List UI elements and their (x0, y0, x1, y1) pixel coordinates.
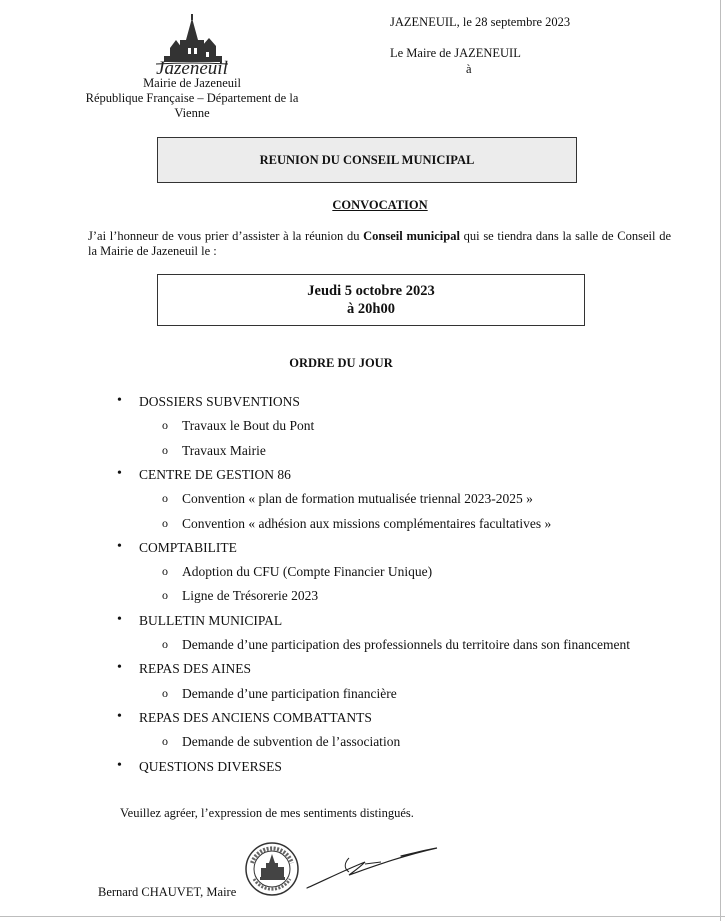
agenda-item: • COMPTABILITE (139, 540, 237, 556)
page-edge-bottom (0, 916, 725, 917)
agenda-item: • REPAS DES AINES (139, 661, 251, 677)
agenda-subitem: o Convention « plan de formation mutualisée triennal 2023-2025 » (182, 491, 533, 507)
agenda-item: • CENTRE DE GESTION 86 (139, 467, 291, 483)
convocation-heading: CONVOCATION (332, 198, 428, 212)
agenda-subitem: o Convention « adhésion aux missions complémentaires facultatives » (182, 516, 551, 532)
page-edge-right (720, 0, 721, 921)
agenda-item: • REPAS DES ANCIENS COMBATTANTS (139, 710, 372, 726)
intro-text-after: qui se tiendra dans la salle de Conseil de la Mairie de Jazeneuil le : (88, 229, 671, 258)
document-title-box (157, 137, 577, 183)
intro-paragraph (88, 229, 671, 259)
agenda-subitem: o Travaux le Bout du Pont (182, 418, 314, 434)
logo-text: Jazeneuil (156, 58, 228, 78)
agenda-subitem: o Demande d’une participation des professionnels du territoire dans son financement (182, 637, 630, 653)
meeting-time: à 20h00 (347, 301, 395, 317)
intro-text-before: J’ai l’honneur de vous prier d’assister à la réunion du (88, 229, 364, 243)
mairie-seal (244, 841, 300, 897)
agenda-subitem: o Demande d’une participation financière (182, 686, 397, 702)
mairie-address (70, 76, 314, 121)
meeting-date: Jeudi 5 octobre 2023 (307, 283, 435, 299)
sender-line: Le Maire de JAZENEUIL (390, 46, 521, 60)
intro-bold: Conseil municipal (363, 229, 460, 243)
closing-formula: Veuillez agréer, l’expression de mes sentiments distingués. (120, 806, 414, 820)
jazeneuil-logo (142, 12, 242, 78)
agenda-item: • DOSSIERS SUBVENTIONS (139, 394, 300, 410)
agenda-subitem: o Ligne de Trésorerie 2023 (182, 588, 318, 604)
agenda-subitem: o Adoption du CFU (Compte Financier Unique) (182, 564, 432, 580)
agenda-subitem: o Demande de subvention de l’association (182, 734, 400, 750)
agenda-item: • BULLETIN MUNICIPAL (139, 613, 282, 629)
mairie-name: Mairie de Jazeneuil (143, 76, 241, 90)
place-date: JAZENEUIL, le 28 septembre 2023 (390, 15, 571, 29)
agenda-heading: ORDRE DU JOUR (289, 356, 393, 370)
meeting-date-box (157, 274, 585, 326)
agenda-subitem: o Travaux Mairie (182, 443, 266, 459)
signer-name: Bernard CHAUVET, Maire (98, 885, 237, 899)
republique-line: République Française – Département de la (85, 91, 299, 105)
departement-line: Vienne (174, 106, 210, 120)
document-title: REUNION DU CONSEIL MUNICIPAL (259, 152, 475, 167)
signature (305, 842, 443, 892)
recipient-line: à (466, 62, 472, 76)
agenda-item: • QUESTIONS DIVERSES (139, 759, 282, 775)
